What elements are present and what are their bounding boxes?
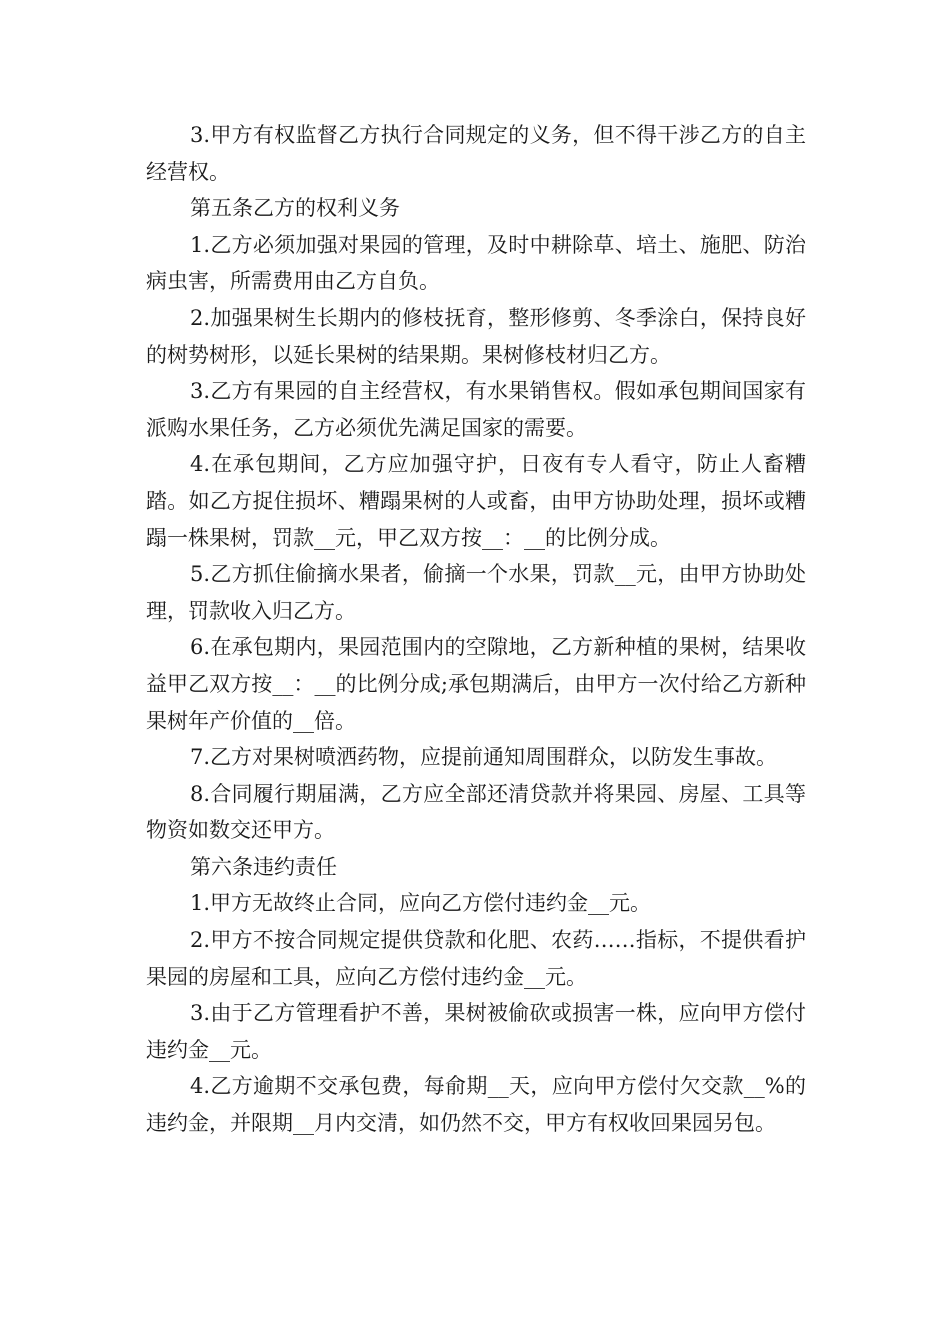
clause-paragraph: 3.由于乙方管理看护不善，果树被偷砍或损害一株，应向甲方偿付违约金__元。 (146, 1001, 806, 1062)
clause-paragraph: 1.乙方必须加强对果园的管理，及时中耕除草、培土、施肥、防治病虫害，所需费用由乙方自负。 (146, 232, 806, 294)
article-heading: 第六条违约责任 (190, 854, 337, 879)
clause-paragraph: 4.在承包期间，乙方应加强守护，日夜有专人看守，防止人畜糟踏。如乙方捉住损坏、糟蹋果树的人或畜，由甲方协助处理，损坏或糟蹋一株果树，罚款__元，甲乙双方按__：__的比例分成。 (146, 452, 806, 550)
clause-paragraph: 3.甲方有权监督乙方执行合同规定的义务，但不得干涉乙方的自主经营权。 (146, 123, 806, 184)
clause-paragraph: 1.甲方无故终止合同，应向乙方偿付违约金__元。 (190, 891, 652, 916)
clause-paragraph: 3.乙方有果园的自主经营权，有水果销售权。假如承包期间国家有派购水果任务，乙方必须优先满足国家的需要。 (146, 379, 806, 440)
clause-paragraph: 8.合同履行期届满，乙方应全部还清贷款并将果园、房屋、工具等物资如数交还甲方。 (146, 781, 806, 843)
clause-paragraph: 2.加强果树生长期内的修枝抚育，整形修剪、冬季涂白，保持良好的树势树形，以延长果树的结果期。果树修枝材归乙方。 (146, 305, 806, 367)
clause-paragraph: 7.乙方对果树喷洒药物，应提前通知周围群众，以防发生事故。 (190, 745, 778, 770)
clause-paragraph: 4.乙方逾期不交承包费，每俞期__天，应向甲方偿付欠交款__%的违约金，并限期__月内交清，如仍然不交，甲方有权收回果园另包。 (146, 1074, 806, 1136)
clause-paragraph: 5.乙方抓住偷摘水果者，偷摘一个水果，罚款__元，由甲方协助处理，罚款收入归乙方。 (146, 562, 806, 623)
document-body (146, 117, 806, 1142)
clause-paragraph: 2.甲方不按合同规定提供贷款和化肥、农药……指标，不提供看护果园的房屋和工具，应向乙方偿付违约金__元。 (146, 928, 806, 989)
clause-paragraph: 6.在承包期内，果园范围内的空隙地，乙方新种植的果树，结果收益甲乙双方按__：__的比例分成;承包期满后，由甲方一次付给乙方新种果树年产价值的__倍。 (146, 635, 806, 733)
article-heading: 第五条乙方的权利义务 (190, 196, 400, 221)
